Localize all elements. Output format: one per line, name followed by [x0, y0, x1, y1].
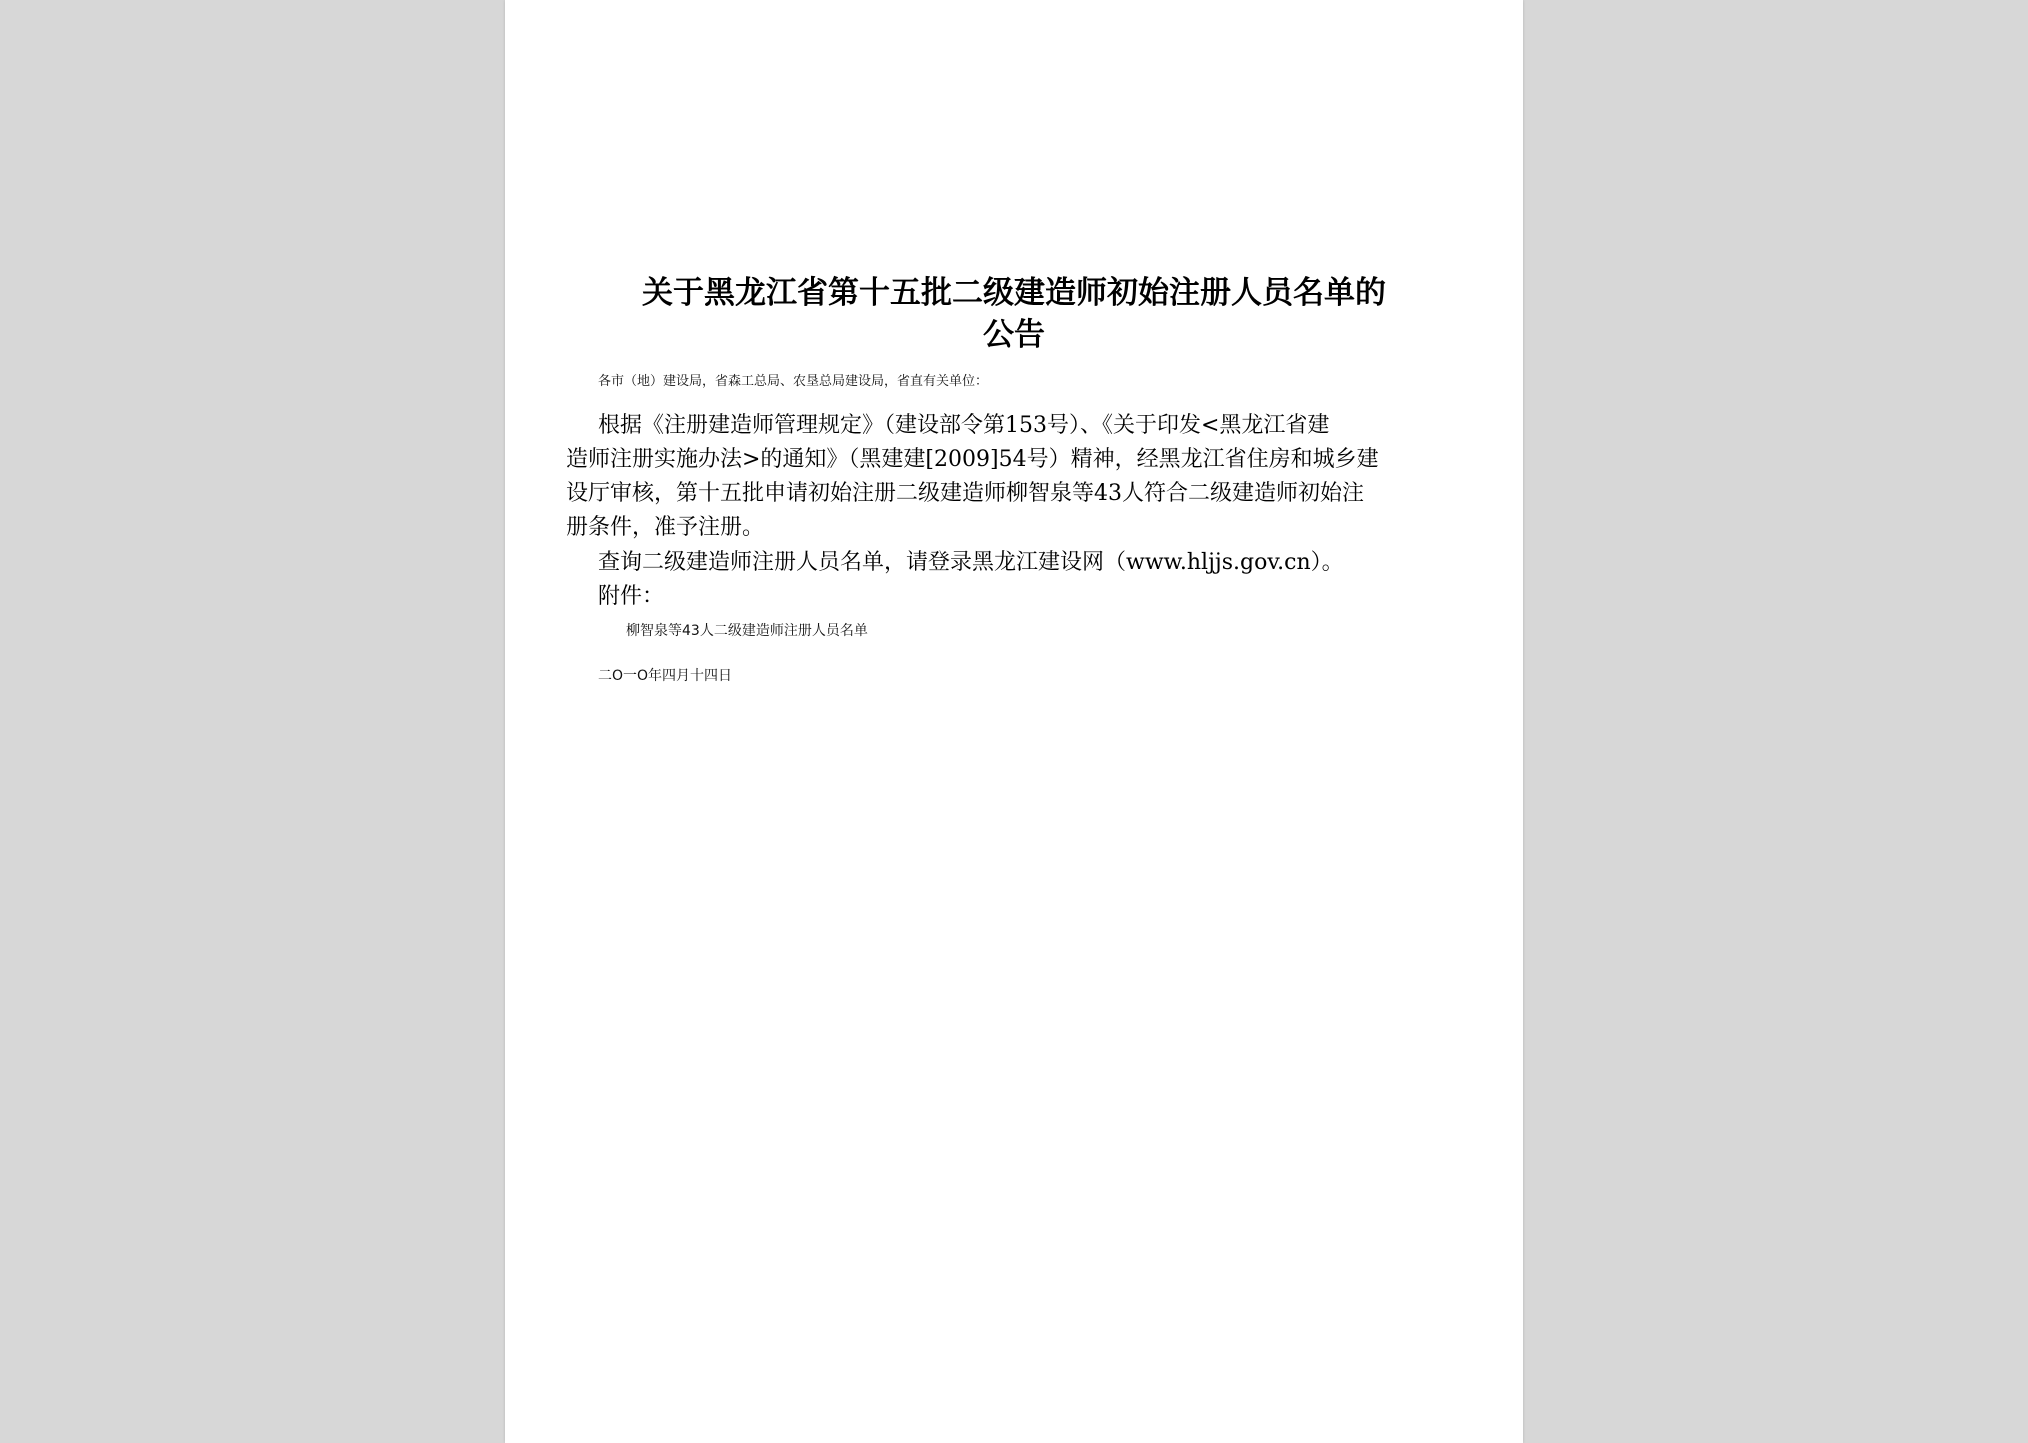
document-title-line-2: 公告 [983, 317, 1045, 353]
body-paragraph-line: 造师注册实施办法>的通知》（黑建建[2009]54号）精神，经黑龙江省住房和城乡建 [566, 447, 1379, 472]
addressee-line: 各市（地）建设局，省森工总局、农垦总局建设局，省直有关单位： [598, 374, 989, 389]
document-page [505, 0, 1523, 1443]
body-paragraph-line: 根据《注册建造师管理规定》（建设部令第153号）、《关于印发<黑龙江省建 [598, 413, 1330, 438]
attachment-item: 柳智泉等43人二级建造师注册人员名单 [626, 623, 868, 639]
body-paragraph-line: 设厅审核，第十五批申请初始注册二级建造师柳智泉等43人符合二级建造师初始注 [566, 481, 1364, 506]
query-instruction-line: 查询二级建造师注册人员名单，请登录黑龙江建设网（www.hljjs.gov.cn）。 [598, 550, 1344, 575]
attachment-heading: 附件： [598, 584, 665, 609]
document-date: 二O一O年四月十四日 [598, 668, 733, 684]
body-paragraph-line: 册条件，准予注册。 [566, 515, 765, 540]
document-title-line-1: 关于黑龙江省第十五批二级建造师初始注册人员名单的 [642, 275, 1386, 311]
